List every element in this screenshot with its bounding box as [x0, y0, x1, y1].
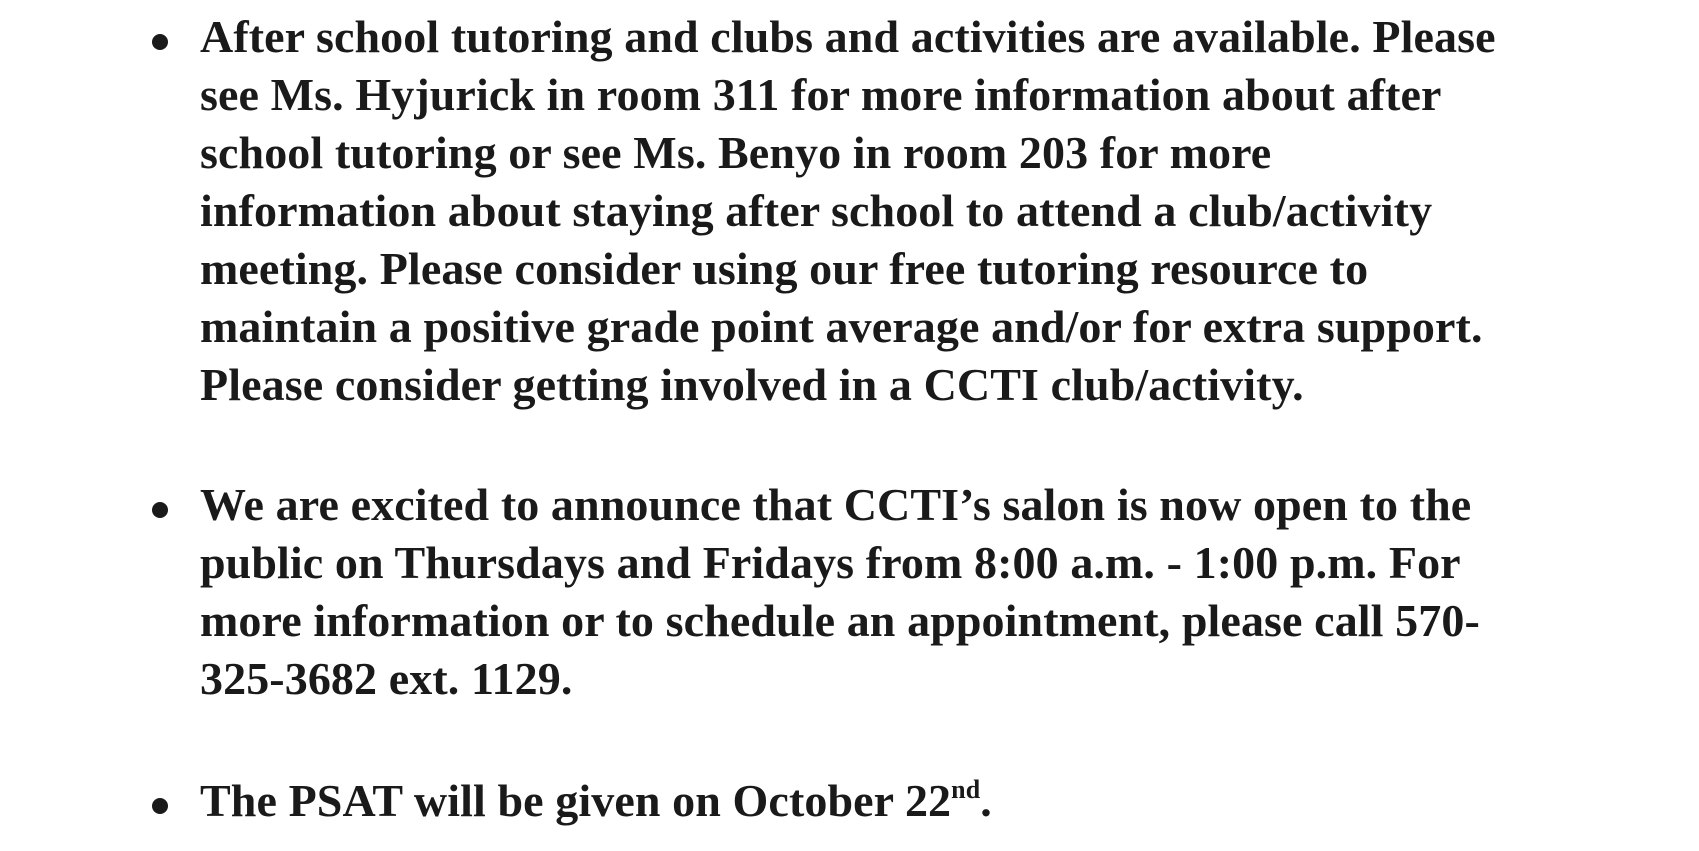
bullet-3-line-1	[200, 772, 992, 829]
bullet-2-line-3: more information or to schedule an appointment, please call 570-	[200, 595, 1480, 646]
bullet-icon	[152, 798, 168, 814]
bullet-2-line-2: public on Thursdays and Fridays from 8:00 a.m. - 1:00 p.m. For	[200, 537, 1461, 588]
bullet-1-line-1: After school tutoring and clubs and activities are available. Please	[200, 11, 1496, 62]
bullet-1-line-3: school tutoring or see Ms. Benyo in room 203 for more	[200, 127, 1272, 178]
bullet-icon	[152, 34, 168, 50]
bullet-1-line-4: information about staying after school to attend a club/activity	[200, 185, 1433, 236]
date-ordinal-suffix: nd	[951, 774, 981, 804]
bullet-2-line-4: 325-3682 ext. 1129.	[200, 653, 573, 704]
bullet-1-line-6: maintain a positive grade point average and/or for extra support.	[200, 301, 1483, 352]
psat-text: The PSAT will be given on October 22	[200, 775, 952, 826]
bullet-icon	[152, 502, 168, 518]
bullet-1-line-2: see Ms. Hyjurick in room 311 for more information about after	[200, 69, 1442, 120]
bullet-1-line-5: meeting. Please consider using our free tutoring resource to	[200, 243, 1369, 294]
sentence-period: .	[980, 775, 992, 826]
bullet-1-line-7: Please consider getting involved in a CCTI club/activity.	[200, 359, 1304, 410]
bullet-2-line-1: We are excited to announce that CCTI’s salon is now open to the	[200, 479, 1472, 530]
